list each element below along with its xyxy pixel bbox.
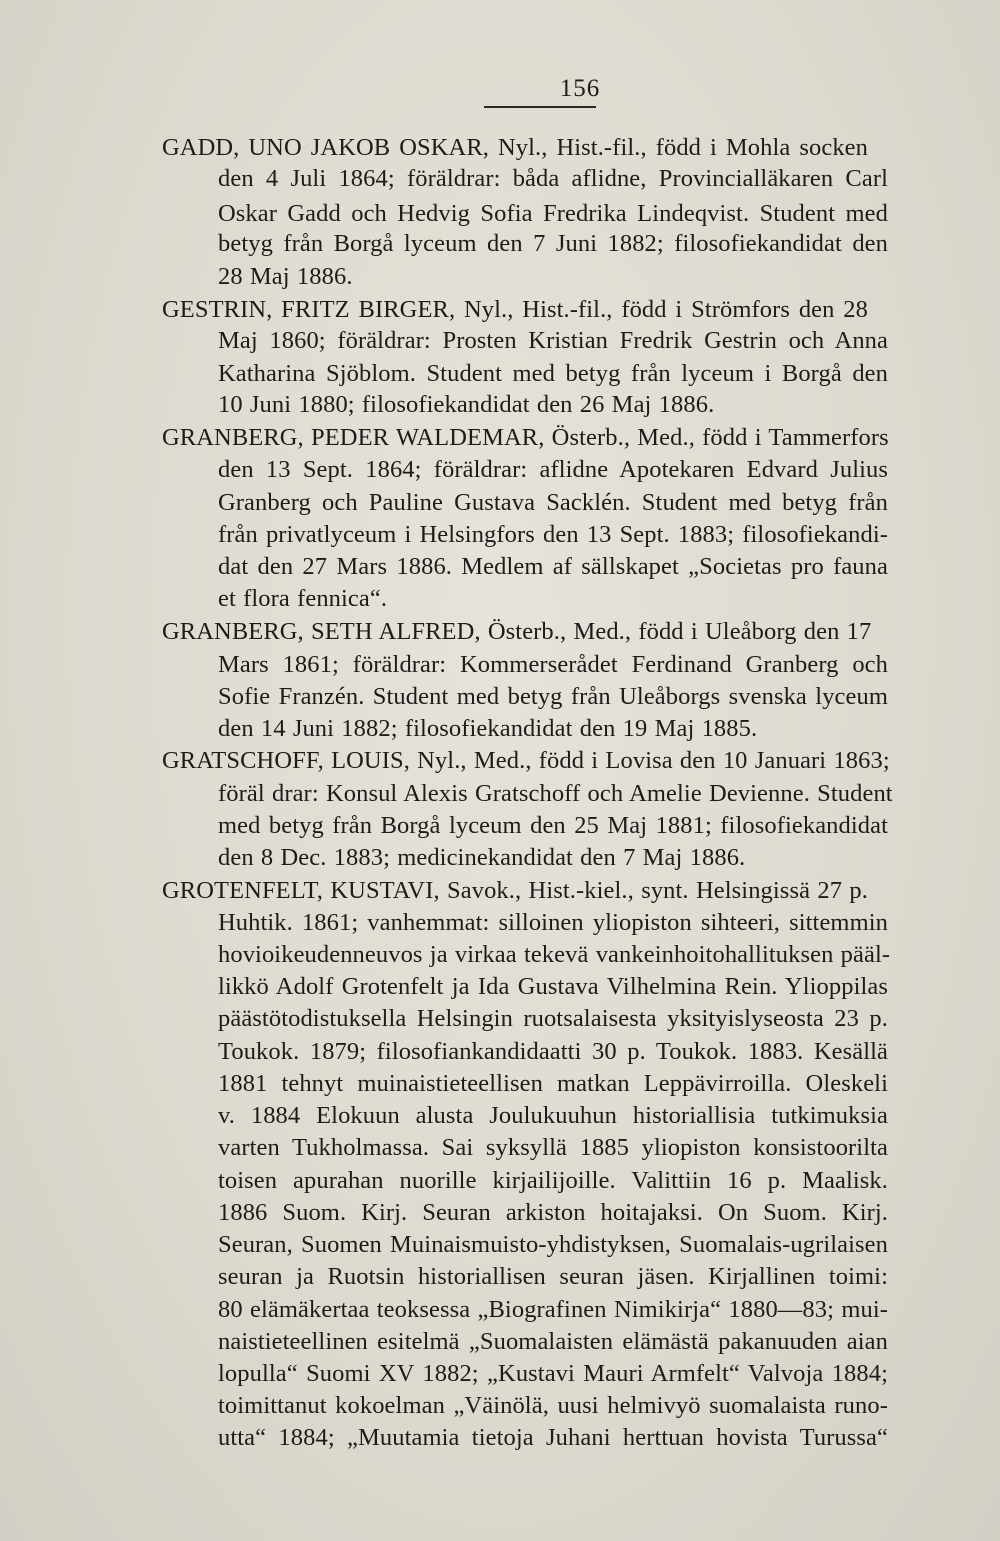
entry-text-line: naistieteellinen esitelmä „Suomalaisten elämästä pakanuuden aian (218, 1328, 888, 1355)
entry-text-line: 1881 tehnyt muinaistieteellisen matkan Leppävirroilla. Oleskeli (218, 1070, 888, 1097)
entry-text-line: Maj 1860; föräldrar: Prosten Kristian Fredrik Gestrin och Anna (218, 327, 888, 354)
entry-text-line: utta“ 1884; „Muutamia tietoja Juhani herttuan hovista Turussa“ (218, 1424, 888, 1451)
entry-text-line: dat den 27 Mars 1886. Medlem af sällskapet „Societas pro fauna (218, 553, 888, 580)
page-number: 156 (559, 75, 601, 102)
entry-text-line: den 14 Juni 1882; filosofiekandidat den 19 Maj 1885. (218, 715, 758, 742)
entry-text-line: den 8 Dec. 1883; medicinekandidat den 7 Maj 1886. (218, 844, 746, 871)
entry-text-line: från privatlyceum i Helsingfors den 13 Sept. 1883; filosofiekandi- (218, 521, 888, 548)
entry-heading-line: GRATSCHOFF, LOUIS, Nyl., Med., född i Lovisa den 10 Januari 1863; (162, 747, 890, 774)
entry-text-line: Huhtik. 1861; vanhemmat: silloinen yliopiston sihteeri, sittemmin (218, 909, 888, 936)
entry-text-line: päästötodistuksella Helsingin ruotsalaisesta yksityislyseosta 23 p. (218, 1005, 888, 1032)
entry-text-line: 80 elämäkertaa teoksessa „Biografinen Nimikirja“ 1880—83; mui- (218, 1296, 888, 1323)
page-number-rule (484, 106, 596, 108)
entry-heading-line: GRANBERG, SETH ALFRED, Österb., Med., född i Uleåborg den 17 (162, 618, 872, 645)
entry-text-line: 1886 Suom. Kirj. Seuran arkiston hoitajaksi. On Suom. Kirj. (218, 1199, 888, 1226)
entry-text-line: den 4 Juli 1864; föräldrar: båda aflidne, Provincialläkaren Carl (218, 165, 888, 192)
entry-text-line: Seuran, Suomen Muinaismuisto-yhdistyksen, Suomalais-ugrilaisen (218, 1231, 888, 1258)
entry-heading-line: GRANBERG, PEDER WALDEMAR, Österb., Med., född i Tammerfors (162, 424, 889, 451)
entry-text-line: Toukok. 1879; filosofiankandidaatti 30 p. Toukok. 1883. Kesällä (218, 1038, 888, 1065)
entry-text-line: toisen apurahan nuorille kirjailijoille. Valittiin 16 p. Maalisk. (218, 1167, 888, 1194)
entry-text-line: Mars 1861; föräldrar: Kommerserådet Ferdinand Granberg och (218, 651, 888, 678)
entry-text-line: likkö Adolf Grotenfelt ja Ida Gustava Vilhelmina Rein. Ylioppilas (218, 973, 888, 1000)
entry-text-line: lopulla“ Suomi XV 1882; „Kustavi Mauri Armfelt“ Valvoja 1884; (218, 1360, 888, 1387)
entry-heading-line: GROTENFELT, KUSTAVI, Savok., Hist.-kiel., synt. Helsingissä 27 p. (162, 877, 868, 904)
entry-text-line: v. 1884 Elokuun alusta Joulukuuhun historiallisia tutkimuksia (218, 1102, 888, 1129)
entry-text-line: varten Tukholmassa. Sai syksyllä 1885 yliopiston konsistoorilta (218, 1134, 888, 1161)
entry-text-line: med betyg från Borgå lyceum den 25 Maj 1881; filosofiekandidat (218, 812, 888, 839)
entry-text-line: 10 Juni 1880; filosofiekandidat den 26 Maj 1886. (218, 391, 715, 418)
entry-text-line: 28 Maj 1886. (218, 263, 353, 290)
entry-text-line: hovioikeudenneuvos ja virkaa tekevä vankeinhoitohallituksen pääl- (218, 941, 891, 968)
entry-text-line: Sofie Franzén. Student med betyg från Uleåborgs svenska lyceum (218, 683, 888, 710)
entry-text-line: seuran ja Ruotsin historiallisen seuran jäsen. Kirjallinen toimi: (218, 1263, 888, 1290)
entry-text-line: Oskar Gadd och Hedvig Sofia Fredrika Lindeqvist. Student med (218, 200, 888, 227)
entry-text-line: toimittanut kokoelman „Väinölä, uusi helmivyö suomalaista runo- (218, 1392, 888, 1419)
entry-text-line: Granberg och Pauline Gustava Sacklén. Student med betyg från (218, 489, 888, 516)
entry-text-line: betyg från Borgå lyceum den 7 Juni 1882; filosofiekandidat den (218, 230, 888, 257)
entry-text-line: et flora fennica“. (218, 585, 388, 612)
entry-text-line: den 13 Sept. 1864; föräldrar: aflidne Apotekaren Edvard Julius (218, 456, 888, 483)
entry-heading-line: GESTRIN, FRITZ BIRGER, Nyl., Hist.-fil., född i Strömfors den 28 (162, 296, 868, 323)
entry-text-line: Katharina Sjöblom. Student med betyg från lyceum i Borgå den (218, 360, 888, 387)
entry-heading-line: GADD, UNO JAKOB OSKAR, Nyl., Hist.-fil., född i Mohla socken (162, 134, 868, 161)
entry-text-line: föräl drar: Konsul Alexis Gratschoff och Amelie Devienne. Student (218, 780, 893, 807)
